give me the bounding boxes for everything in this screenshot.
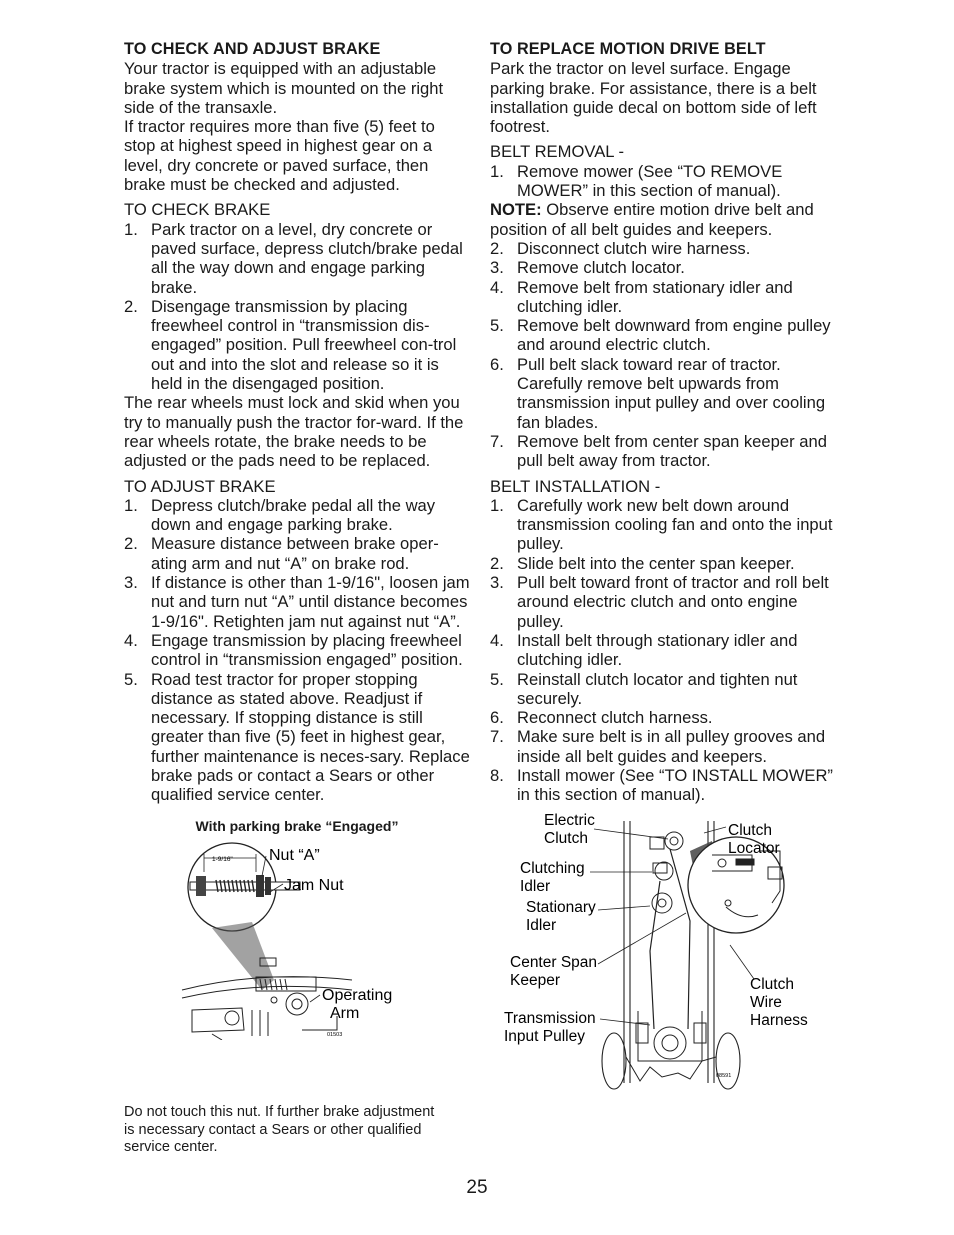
list-item: 4. Install belt through stationary idler and clutching idler. bbox=[490, 630, 798, 670]
right-column bbox=[490, 40, 836, 1091]
adjust-brake-title: TO ADJUST BRAKE bbox=[124, 476, 276, 496]
note-text: Observe entire motion drive belt and position of all belt guides and keepers. bbox=[490, 200, 814, 239]
list-item: 6. Reconnect clutch harness. bbox=[490, 708, 713, 728]
list-item: 2. Measure distance between brake oper-ating arm and nut “A” on brake rod. bbox=[124, 534, 439, 573]
left-column bbox=[124, 40, 470, 1040]
check-brake-title: TO CHECK BRAKE bbox=[124, 200, 271, 220]
list-item: 8. Install mower (See “TO INSTALL MOWER” in this section of manual). bbox=[490, 765, 833, 805]
list-item: 7. Remove belt from center span keeper and pull belt away from tractor. bbox=[490, 431, 827, 471]
belt-installation-steps bbox=[490, 496, 836, 805]
adjust-brake-steps bbox=[124, 496, 470, 805]
list-item: 5. Road test tractor for proper stopping distance as stated above. Readjust if necessary. If stopping distance is still greater than five (5) feet in highest gear, further maintenance is neces-sary. Replace brake pads or contact a Sears or other qualified service center. bbox=[124, 669, 470, 805]
list-item: 1. Remove mower (See “TO REMOVE MOWER” in this section of manual). bbox=[490, 161, 783, 201]
belt-routing-illustration bbox=[490, 811, 836, 1091]
clutch-locator-label: Clutch bbox=[728, 821, 772, 839]
list-item: 1. Park tractor on a level, dry concrete or paved surface, depress clutch/brake pedal all the way down and engage parking brake. bbox=[124, 219, 463, 297]
brake-adjustment-illustration bbox=[152, 840, 452, 1040]
rear-wheels-paragraph: The rear wheels must lock and skid when you try to manually push the tractor for-ward. If the rear wheels rotate, the brake needs to be adjusted or the pads need to be replaced. bbox=[124, 393, 464, 471]
list-item: 7. Make sure belt is in all pulley grooves and inside all belt guides and keepers. bbox=[490, 727, 826, 766]
svg-text:Harness: Harness bbox=[750, 1011, 808, 1029]
brake-footnote: Do not touch this nut. If further brake adjustment is necessary contact a Sears or other qualified service center. bbox=[124, 1104, 435, 1155]
list-item: 1. Depress clutch/brake pedal all the way down and engage parking brake. bbox=[124, 495, 436, 535]
figure-part-number: 01503 bbox=[327, 1031, 343, 1038]
replace-belt-heading: TO REPLACE MOTION DRIVE BELT bbox=[490, 40, 766, 58]
check-adjust-brake-heading: TO CHECK AND ADJUST BRAKE bbox=[124, 40, 381, 58]
svg-text:Idler: Idler bbox=[520, 877, 551, 895]
list-item: 3. If distance is other than 1-9/16", loosen jam nut and turn nut “A” until distance becomes 1-9/16". Retighten jam nut against nut “A”. bbox=[124, 573, 470, 631]
svg-text:Locator: Locator bbox=[728, 839, 780, 857]
list-item: 5. Reinstall clutch locator and tighten nut securely. bbox=[490, 669, 798, 708]
belt-removal-steps bbox=[490, 239, 836, 471]
check-brake-steps bbox=[124, 220, 470, 394]
svg-text:Idler: Idler bbox=[526, 916, 557, 934]
list-item: 6. Pull belt slack toward rear of tractor. Carefully remove belt upwards from transmission input pulley and over cooling fan blades. bbox=[490, 354, 826, 432]
clutching-idler-label: Clutching bbox=[520, 859, 585, 877]
list-item: 4. Remove belt from stationary idler and clutching idler. bbox=[490, 277, 793, 316]
svg-text:Keeper: Keeper bbox=[510, 971, 560, 989]
page-number: 25 bbox=[466, 1177, 488, 1198]
note-label: NOTE: bbox=[490, 200, 542, 220]
belt-intro-paragraph: Park the tractor on level surface. Engage parking brake. For assistance, there is a belt installation guide decal on bottom side of left footrest. bbox=[490, 59, 817, 137]
transmission-input-pulley bbox=[636, 1011, 706, 1061]
electric-clutch bbox=[650, 832, 683, 873]
arm-label: Arm bbox=[330, 1004, 360, 1022]
list-item: 3. Remove clutch locator. bbox=[490, 258, 685, 278]
list-item: 2. Disconnect clutch wire harness. bbox=[490, 238, 751, 258]
brake-intro-paragraph: Your tractor is equipped with an adjustable brake system which is mounted on the right side of the transaxle. bbox=[124, 59, 444, 117]
clutching-idler bbox=[655, 862, 673, 880]
note-paragraph bbox=[490, 200, 836, 239]
transmission-input-pulley-label: Transmission bbox=[504, 1009, 596, 1027]
belt-removal-title: BELT REMOVAL - bbox=[490, 142, 625, 162]
center-span-keeper-label: Center Span bbox=[510, 953, 598, 971]
nut-a-label: Nut “A” bbox=[269, 846, 320, 864]
belt-removal-step-1 bbox=[490, 162, 836, 201]
list-item: 3. Pull belt toward front of tractor and roll belt around electric clutch and onto engine pulley. bbox=[490, 573, 829, 631]
right-rear-wheel bbox=[716, 1033, 740, 1089]
list-item: 2. Disengage transmission by placing freewheel control in “transmission dis-engaged” position. Pull freewheel con-trol out and into the slot and release so it is held in the disengaged position. bbox=[124, 296, 457, 394]
belt-installation-title: BELT INSTALLATION - bbox=[490, 476, 661, 496]
clutch-wire-harness-label: Clutch bbox=[750, 975, 794, 993]
left-rear-wheel bbox=[602, 1033, 626, 1089]
list-item: 2. Slide belt into the center span keeper. bbox=[490, 553, 795, 573]
brake-stopping-paragraph: If tractor requires more than five (5) feet to stop at highest speed in highest gear on a level, dry concrete or paved surface, then brake must be checked and adjusted. bbox=[124, 117, 435, 195]
figure-part-number: 08591 bbox=[716, 1072, 732, 1079]
stationary-idler bbox=[652, 893, 672, 913]
list-item: 5. Remove belt downward from engine pulley and around electric clutch. bbox=[490, 316, 831, 355]
svg-text:Wire: Wire bbox=[750, 993, 782, 1011]
electric-clutch-label: Electric bbox=[544, 811, 595, 829]
list-item: 1. Carefully work new belt down around transmission cooling fan and onto the input pulley. bbox=[490, 495, 833, 554]
operating-label: Operating bbox=[322, 986, 393, 1004]
stationary-idler-label: Stationary bbox=[526, 898, 596, 916]
svg-text:Input Pulley: Input Pulley bbox=[504, 1027, 585, 1045]
dimension-label: 1-9/16" bbox=[212, 855, 233, 863]
brake-figure-caption: With parking brake “Engaged” bbox=[195, 817, 399, 834]
jam-nut-label: Jam Nut bbox=[284, 876, 344, 894]
svg-text:Clutch: Clutch bbox=[544, 829, 588, 847]
list-item: 4. Engage transmission by placing freewheel control in “transmission engaged” position. bbox=[124, 630, 463, 670]
